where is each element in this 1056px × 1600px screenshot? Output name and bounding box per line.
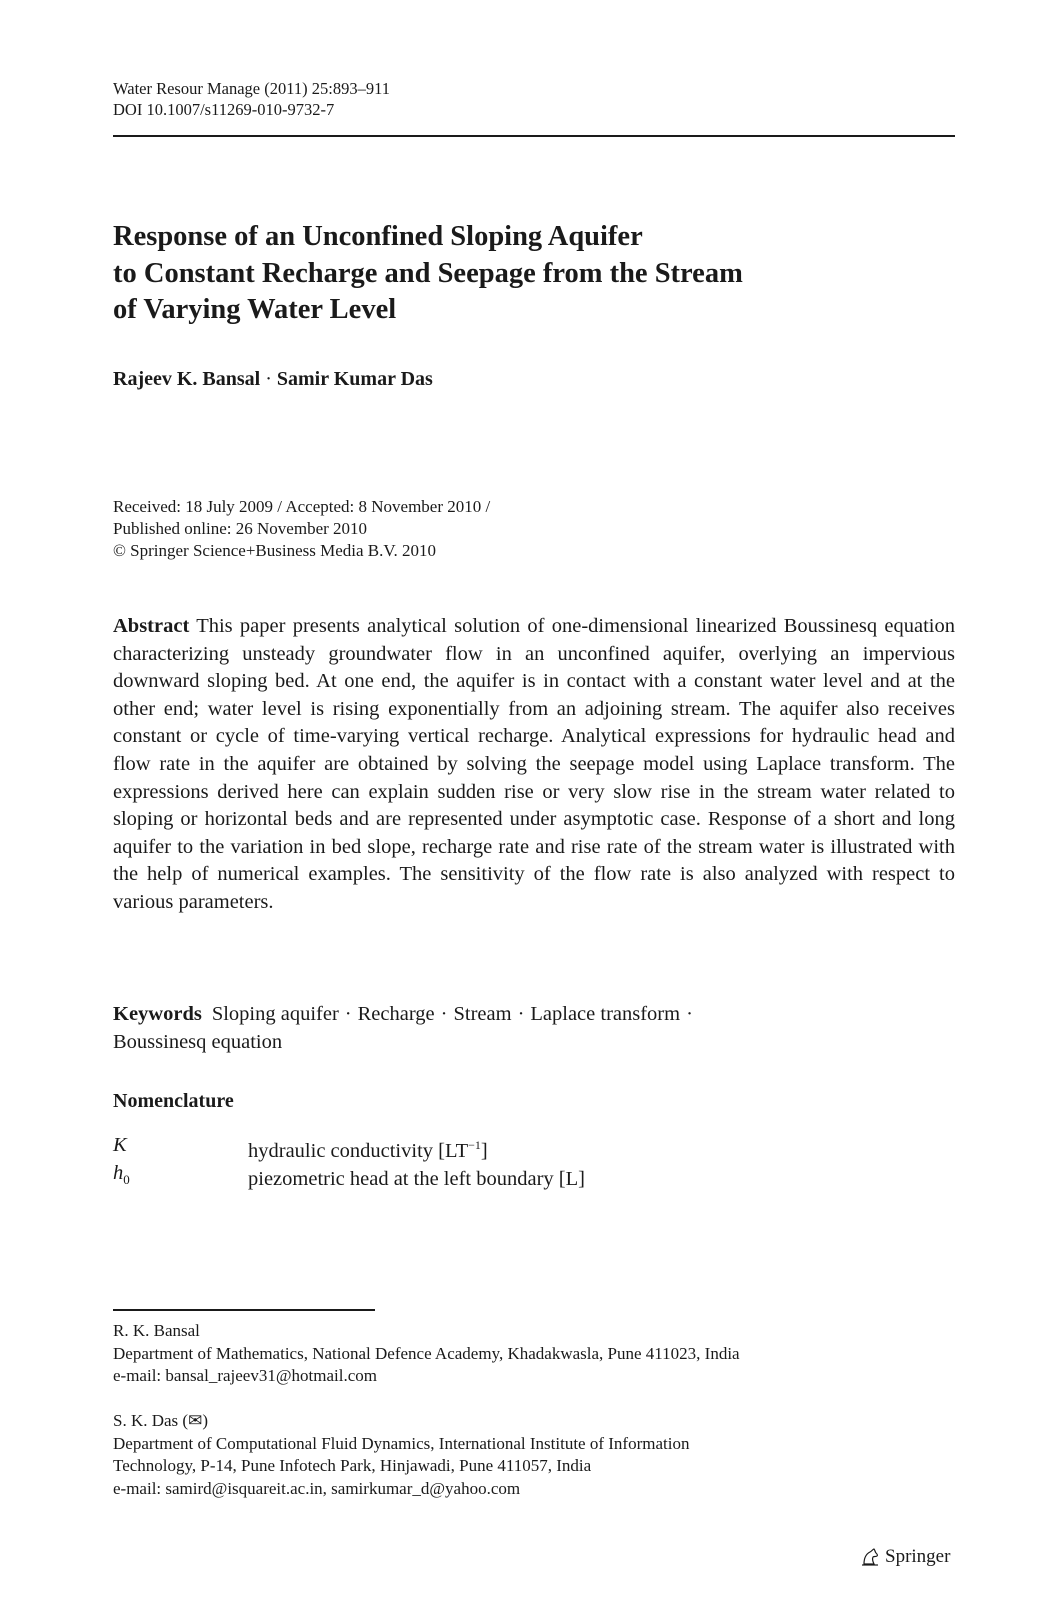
footnote-rule	[113, 1309, 375, 1311]
affiliation-department: Department of Mathematics, National Defence Academy, Khadakwasla, Pune 411023, India	[113, 1343, 740, 1363]
nomenclature-definition: hydraulic conductivity $[LT^{-1}]$	[248, 1138, 488, 1162]
abstract-label: Abstract	[113, 615, 190, 637]
publisher-logo	[860, 1546, 950, 1568]
title-line-3: of Varying Water Level	[113, 294, 397, 325]
abstract	[113, 613, 955, 917]
keyword-separator: ·	[517, 1003, 525, 1025]
affiliation-block	[113, 1410, 973, 1500]
doi: DOI 10.1007/s11269-010-9732-7	[113, 100, 335, 119]
copyright: © Springer Science+Business Media B.V. 2010	[113, 541, 436, 560]
keywords-label: Keywords	[113, 1003, 202, 1025]
keyword-separator: ·	[344, 1003, 352, 1025]
abstract-text: This paper presents analytical solution of one-dimensional linearized Boussinesq equation characterizing unsteady groundwater flow in an unconfined aquifer, overlying an impervious downward sloping bed. At one end, the aquifer is in contact with a constant water level and at the other end; water level is rising exponentially from an adjoining stream. The aquifer also receives constant or cycle of time-varying vertical recharge. Analytical expressions for hydraulic head and flow rate in the aquifer are obtained by solving the seepage model using Laplace transform. The expressions derived here can explain sudden rise or very slow rise in the stream water related to sloping or horizontal beds and are represented under asymptotic case. Response of a short and long aquifer to the variation in bed slope, recharge rate and rise rate of the stream water is illustrated with the help of numerical examples. The sensitivity of the flow rate is also analyzed with respect to various parameters.	[113, 615, 955, 913]
received-accepted: Received: 18 July 2009 / Accepted: 8 November 2010 /	[113, 497, 491, 516]
keyword: Stream	[453, 1003, 512, 1025]
publisher-name: Springer	[885, 1546, 951, 1567]
author-name: Samir Kumar Das	[276, 368, 433, 390]
affiliation-email: e-mail: samird@isquareit.ac.in, samirkumar_d@yahoo.com	[113, 1478, 521, 1498]
affiliation-department: Technology, P-14, Pune Infotech Park, Hinjawadi, Pune 411057, India	[113, 1456, 592, 1475]
author-name: Rajeev K. Bansal	[113, 368, 261, 390]
keyword: Sloping aquifer	[211, 1003, 339, 1025]
affiliation-email: e-mail: bansal_rajeev31@hotmail.com	[113, 1366, 377, 1385]
keyword-separator: ·	[686, 1003, 693, 1025]
paper-title	[113, 219, 953, 329]
keywords	[113, 1001, 955, 1056]
affiliation-block	[113, 1320, 973, 1388]
author-list	[113, 368, 433, 391]
author-separator: ·	[265, 368, 272, 390]
nomenclature-definition: piezometric head at the left boundary [L]	[248, 1167, 585, 1190]
affiliation-author: S. K. Das (✉)	[113, 1411, 208, 1430]
published-online: Published online: 26 November 2010	[113, 519, 368, 538]
title-line-2: to Constant Recharge and Seepage from the Stream	[113, 257, 743, 289]
affiliation-author: R. K. Bansal	[113, 1321, 200, 1340]
keyword-separator: ·	[440, 1003, 448, 1025]
keyword: Recharge	[357, 1003, 435, 1025]
header-rule	[113, 135, 955, 137]
keyword: Boussinesq equation	[113, 1030, 283, 1053]
publication-dates	[113, 496, 490, 562]
nomenclature-heading: Nomenclature	[113, 1090, 234, 1112]
title-line-1: Response of an Unconfined Sloping Aquifer	[113, 221, 643, 252]
nomenclature-symbol: $h_0$	[113, 1162, 130, 1188]
keyword: Laplace transform	[530, 1003, 681, 1025]
affiliation-department: Department of Computational Fluid Dynamics, International Institute of Information	[113, 1433, 690, 1453]
journal-citation: Water Resour Manage (2011) 25:893–911	[113, 79, 390, 98]
nomenclature-symbol: K	[113, 1134, 127, 1156]
springer-horse-icon	[860, 1547, 880, 1567]
